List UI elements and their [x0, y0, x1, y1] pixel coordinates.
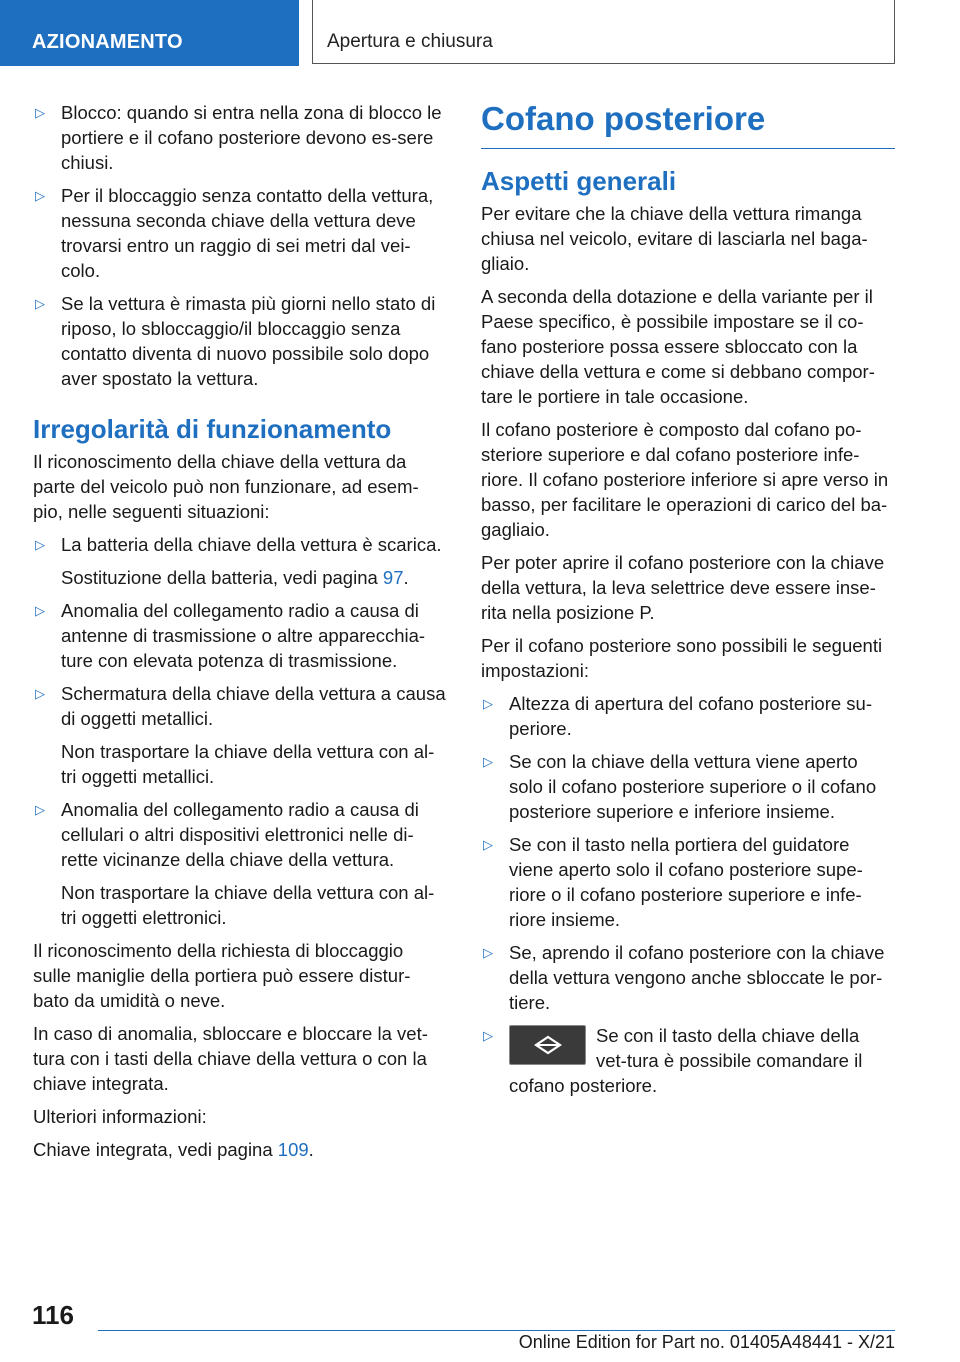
paragraph: Per poter aprire il cofano posteriore con la chiave della vettura, la leva selettrice deve essere inse-rita nella posizione P.: [481, 552, 885, 623]
triangle-bullet-icon: ▷: [483, 1028, 493, 1043]
list-item: ▷ Se con la chiave della vettura viene aperto solo il cofano posteriore superiore o il cofano posteriore superiore e inferiore insieme.: [483, 751, 877, 822]
list-item: ▷ Se con il tasto nella portiera del guidatore viene aperto solo il cofano posteriore supe-riore o il cofano posteriore superiore e infe-riore insieme.: [483, 834, 863, 930]
page-link[interactable]: 109: [277, 1139, 309, 1160]
list-item: ▷ Altezza di apertura del cofano posteriore su-periore.: [483, 693, 873, 739]
paragraph: Chiave integrata, vedi pagina 109.: [33, 1139, 314, 1160]
triangle-bullet-icon: ▷: [35, 188, 45, 203]
paragraph: Il riconoscimento della richiesta di bloccaggio sulle maniglie della portiera può essere distur-bato da umidità o neve.: [33, 940, 411, 1011]
right-column: [481, 100, 895, 1106]
left-column: [33, 100, 446, 1170]
triangle-bullet-icon: ▷: [483, 754, 493, 769]
footer-edition: Online Edition for Part no. 01405A48441 - X/21: [518, 1332, 895, 1352]
triangle-bullet-icon: ▷: [35, 802, 45, 817]
list-item: ▷ Se, aprendo il cofano posteriore con la chiave della vettura vengono anche sbloccate le por-tiere.: [483, 942, 885, 1013]
paragraph: In caso di anomalia, sbloccare e bloccare la vet-tura con i tasti della chiave della vettura o con la chiave integrata.: [33, 1023, 428, 1094]
paragraph: Per evitare che la chiave della vettura rimanga chiusa nel veicolo, evitare di lasciarla nel baga-gliaio.: [481, 203, 868, 274]
triangle-bullet-icon: ▷: [35, 686, 45, 701]
triangle-bullet-icon: ▷: [35, 537, 45, 552]
footer-divider: [98, 1330, 895, 1331]
paragraph: Ulteriori informazioni:: [33, 1106, 207, 1127]
tailgate-key-button-icon: [509, 1025, 586, 1065]
triangle-bullet-icon: ▷: [35, 296, 45, 311]
page-link[interactable]: 97: [382, 567, 404, 588]
paragraph: Il riconoscimento della chiave della vettura da parte del veicolo può non funzionare, ad esem-pio, nelle seguenti situazioni:: [33, 451, 419, 522]
list-item-note: Sostituzione della batteria, vedi pagina 97.: [61, 567, 409, 588]
list-item: ▷ Se la vettura è rimasta più giorni nello stato di riposo, lo sbloccaggio/il bloccaggio senza contatto diventa di nuovo possibile solo dopo aver spostato la vettura.: [35, 293, 436, 389]
chapter-title: Apertura e chiusura: [312, 0, 895, 64]
paragraph: A seconda della dotazione e della variante per il Paese specifico, è possibile impostare se il co-fano posteriore possa essere sbloccato con la chiave della vettura e come si debbano compor-tare le portiere in tale occasione.: [481, 286, 875, 407]
list-item-note: Non trasportare la chiave della vettura con al-tri oggetti elettronici.: [61, 882, 435, 928]
page-title: Cofano posteriore: [481, 100, 895, 149]
list-item: ▷ Anomalia del collegamento radio a causa di cellulari o altri dispositivi elettronici nelle di-rette vicinanze della chiave della vettura.: [35, 799, 419, 870]
list-item: ▷ Se con il tasto della chiave della vet-tura è possibile comandare il cofano posteriore.: [483, 1025, 863, 1096]
section-tab: AZIONAMENTO: [0, 0, 299, 66]
list-item: ▷ Schermatura della chiave della vettura a causa di oggetti metallici.: [35, 683, 446, 729]
triangle-bullet-icon: ▷: [483, 945, 493, 960]
triangle-bullet-icon: ▷: [483, 696, 493, 711]
page-header: [0, 0, 960, 66]
paragraph: Per il cofano posteriore sono possibili le seguenti impostazioni:: [481, 635, 883, 681]
list-item-note: Non trasportare la chiave della vettura con al-tri oggetti metallici.: [61, 741, 435, 787]
page-number: 116: [32, 1300, 74, 1330]
paragraph: Il cofano posteriore è composto dal cofano po-steriore superiore e dal cofano posteriore infe-riore. Il cofano posteriore inferiore si apre verso in basso, per facilitare le operazioni di carico del ba-gagliaio.: [481, 419, 889, 540]
list-item: ▷ La batteria della chiave della vettura è scarica.: [35, 534, 442, 555]
triangle-bullet-icon: ▷: [35, 603, 45, 618]
section-heading: Irregolarità di funzionamento: [33, 414, 392, 444]
list-item: ▷ Per il bloccaggio senza contatto della vettura, nessuna seconda chiave della vettura deve trovarsi entro un raggio di sei metri dal vei-colo.: [35, 185, 434, 281]
section-heading: Aspetti generali: [481, 166, 677, 196]
triangle-bullet-icon: ▷: [35, 105, 45, 120]
list-item: ▷ Anomalia del collegamento radio a causa di antenne di trasmissione o altre apparecchia-ture con elevata potenza di trasmissione.: [35, 600, 426, 671]
list-item: ▷ Blocco: quando si entra nella zona di blocco le portiere e il cofano posteriore devono es-sere chiusi.: [35, 102, 442, 173]
triangle-bullet-icon: ▷: [483, 837, 493, 852]
